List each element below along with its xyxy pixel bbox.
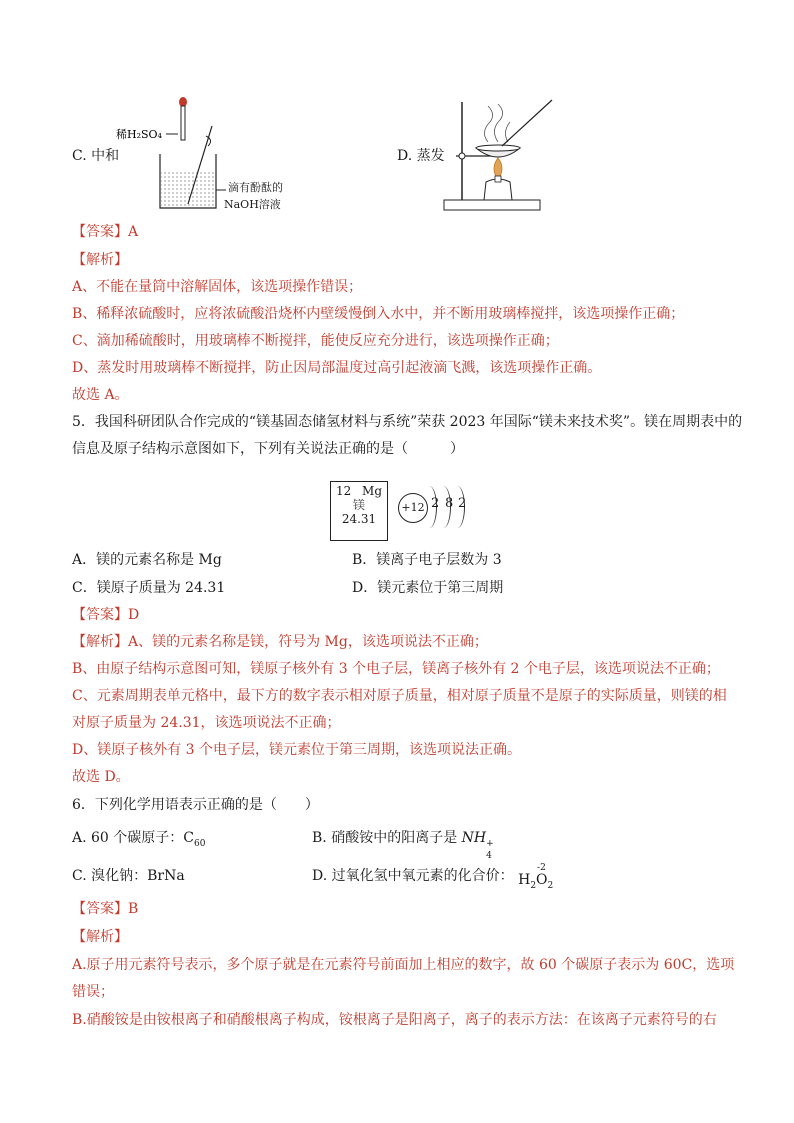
q4-analysis-line: A、不能在量筒中溶解固体，该选项操作错误； xyxy=(72,279,363,295)
q4-option-c-label: C. 中和 xyxy=(72,148,120,164)
q5-option-c: C．镁原子质量为 24.31 xyxy=(72,580,226,596)
q6-option-b-text: B. 硝酸铵中的阳离子是 xyxy=(312,830,462,846)
q4-analysis-line: B、稀释浓硫酸时，应将浓硫酸沿烧杯内壁缓慢倒入水中，并不断用玻璃棒搅拌，该选项操作正确； xyxy=(72,306,685,322)
formula-h-subscript: 2 xyxy=(530,880,537,891)
q5-option-a: A．镁的元素名称是 Mg xyxy=(72,552,222,568)
q4-analysis-line: D、蒸发时用玻璃棒不断搅拌，防止因局部温度过高引起液滴飞溅，该选项操作正确。 xyxy=(72,360,602,376)
q6-option-b-formula: NH xyxy=(461,830,487,846)
q6-option-b-charge: + xyxy=(486,839,494,849)
q5-stem-line: 信息及原子结构示意图如下，下列有关说法正确的是（ ） xyxy=(72,441,464,457)
evaporation-apparatus-figure xyxy=(442,96,562,214)
shell-electron-count: 2 xyxy=(458,496,467,511)
q6-answer: 【答案】B xyxy=(72,901,139,917)
q6-analysis-line: 错误； xyxy=(72,984,114,1000)
naoh-solution-label: NaOH溶液 xyxy=(224,198,281,211)
q6-option-a-text: A. 60 个碳原子：C xyxy=(72,830,194,846)
element-name: 镁 xyxy=(352,498,365,512)
q5-answer: 【答案】D xyxy=(72,607,140,623)
q4-conclusion: 故选 A。 xyxy=(72,387,129,403)
q6-option-d-text: D. 过氧化氢中氧元素的化合价： xyxy=(312,868,514,884)
formula-o-subscript: 2 xyxy=(547,880,554,891)
steam-icon xyxy=(484,106,492,142)
q6-analysis-line: A.原子用元素符号表示，多个原子就是在元素符号前面加上相应的数字，故 60 个碳原子表示为 60C，选项 xyxy=(72,957,735,973)
q4-analysis-title: 【解析】 xyxy=(72,252,128,268)
q5-analysis-line: B、由原子结构示意图可知，镁原子核外有 3 个电子层，镁离子核外有 2 个电子层，该选项说法不正确； xyxy=(72,661,720,677)
formula-o-group xyxy=(536,863,548,888)
q6-analysis-line: B.硝酸铵是由铵根离子和硝酸根离子构成，铵根离子是阳离子，离子的表示方法：在该离子元素符号的右 xyxy=(72,1012,717,1028)
q5-analysis-text: A、镁的元素名称是镁，符号为 Mg，该选项说法不正确； xyxy=(128,634,488,650)
q4-option-d-label: D. 蒸发 xyxy=(397,148,445,164)
dropper-tube-icon xyxy=(181,106,185,140)
shell-electron-count: 8 xyxy=(445,496,454,511)
q5-analysis-line: C、元素周期表单元格中，最下方的数字表示相对原子质量，相对原子质量不是原子的实际质量，则镁的相 xyxy=(72,688,727,704)
dilute-sulfuric-acid-label: 稀H₂SO₄ xyxy=(116,128,162,141)
periodic-table-cell xyxy=(330,481,388,541)
q6-option-d xyxy=(312,863,554,892)
q6-option-b xyxy=(312,828,494,861)
q6-option-a xyxy=(72,828,205,854)
valence-mark: -2 xyxy=(537,863,546,873)
q5-analysis-first-line xyxy=(72,632,488,652)
q5-conclusion: 故选 D。 xyxy=(72,769,130,785)
q6-option-a-subscript: 60 xyxy=(194,838,206,849)
q5-option-b: B．镁离子电子层数为 3 xyxy=(352,552,502,568)
formula-o: O xyxy=(536,872,548,888)
stand-base-icon xyxy=(444,200,540,210)
q4-answer: 【答案】A xyxy=(72,224,139,240)
q5-stem-line: 5．我国科研团队合作完成的“镁基固态储氢材料与系统”荣获 2023 年国际“镁未来技术奖”。镁在周期表中的 xyxy=(72,414,743,430)
q5-analysis-line: D、镁原子核外有 3 个电子层，镁元素位于第三周期，该选项说法正确。 xyxy=(72,742,522,758)
atomic-mass: 24.31 xyxy=(341,512,377,526)
atomic-number: 12 xyxy=(336,484,352,498)
nucleus: +12 xyxy=(398,493,428,523)
q5-analysis-line: 对原子质量为 24.31，该选项说法不正确； xyxy=(72,715,341,731)
q4-analysis-line: C、滴加稀硫酸时，用玻璃棒不断搅拌，能使反应充分进行，该选项操作正确； xyxy=(72,333,559,349)
q6-option-c: C. 溴化钠：BrNa xyxy=(72,868,185,884)
q5-analysis-tag: 【解析】 xyxy=(72,634,128,650)
q6-option-b-subscript: 4 xyxy=(486,851,492,861)
q6-analysis-title: 【解析】 xyxy=(72,929,128,945)
element-symbol: Mg xyxy=(362,484,382,498)
atom-structure-diagram xyxy=(396,484,476,530)
phenolphthalein-label: 滴有酚酞的 xyxy=(228,181,283,194)
q6-stem: 6．下列化学用语表示正确的是（ ） xyxy=(72,797,319,813)
h2o2-valence-formula xyxy=(518,863,554,896)
q5-option-d: D．镁元素位于第三周期 xyxy=(352,580,504,596)
formula-h: H xyxy=(518,872,531,888)
shell-electron-count: 2 xyxy=(431,496,440,511)
